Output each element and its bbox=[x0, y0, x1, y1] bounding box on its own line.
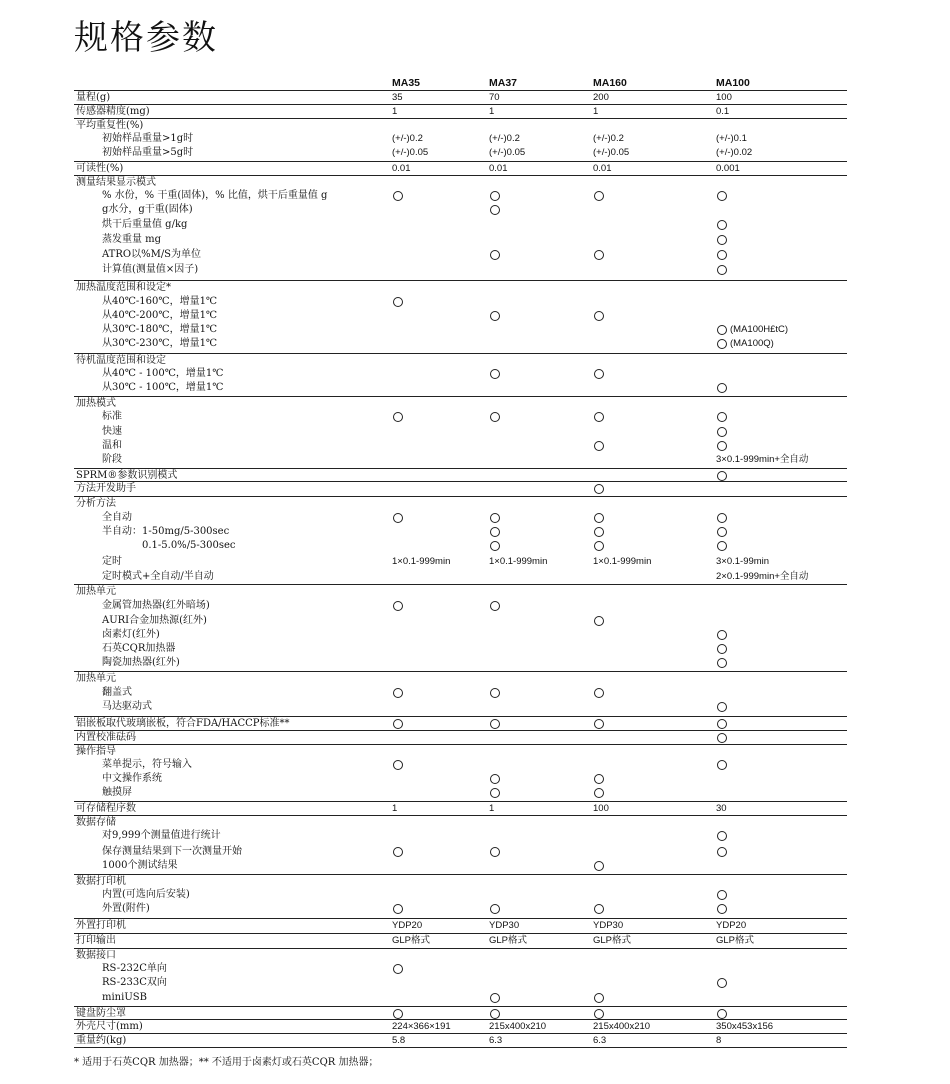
row-label: 翻盖式 bbox=[102, 687, 132, 698]
row-label: 温和 bbox=[102, 440, 122, 451]
table-bottom-rule bbox=[74, 1047, 847, 1048]
cell-value: 6.3 bbox=[489, 1035, 503, 1046]
circle-mark-icon bbox=[393, 964, 403, 974]
circle-mark-icon bbox=[717, 658, 727, 668]
circle-mark-icon bbox=[393, 760, 403, 770]
table-row bbox=[74, 218, 847, 232]
circle-mark-icon bbox=[717, 630, 727, 640]
circle-mark-icon bbox=[594, 688, 604, 698]
row-label: 待机温度范围和设定 bbox=[76, 355, 166, 366]
table-row bbox=[74, 90, 847, 105]
model-header-0: MA35 bbox=[392, 77, 421, 89]
circle-mark-icon bbox=[594, 513, 604, 523]
row-label: 定时模式+全自动/半自动 bbox=[102, 571, 214, 582]
circle-mark-icon bbox=[717, 702, 727, 712]
row-label: 平均重复性(%) bbox=[76, 120, 144, 131]
cell-value: 6.3 bbox=[593, 1035, 607, 1046]
row-label: 陶瓷加热器(红外) bbox=[102, 657, 180, 668]
table-row bbox=[74, 758, 847, 772]
table-row bbox=[74, 584, 847, 599]
table-row bbox=[74, 570, 847, 584]
row-label: 保存测量结果到下一次测量开始 bbox=[102, 846, 242, 857]
circle-mark-icon bbox=[594, 412, 604, 422]
row-label: 内置校准砝码 bbox=[76, 732, 136, 743]
circle-mark-icon bbox=[594, 616, 604, 626]
table-row bbox=[74, 410, 847, 424]
circle-mark-icon bbox=[594, 311, 604, 321]
row-label: 数据接口 bbox=[76, 950, 116, 961]
cell-value: 70 bbox=[489, 92, 500, 103]
table-row bbox=[74, 991, 847, 1005]
table-row bbox=[74, 496, 847, 511]
table-row bbox=[74, 874, 847, 889]
cell-value: 5.8 bbox=[392, 1035, 406, 1046]
circle-mark-icon bbox=[594, 484, 604, 494]
table-row bbox=[74, 453, 847, 467]
row-label: 分析方法 bbox=[76, 498, 116, 509]
cell-value: 100 bbox=[593, 803, 609, 814]
row-label: g水分，g干重(固体) bbox=[102, 204, 193, 215]
circle-mark-icon bbox=[717, 1009, 727, 1019]
circle-mark-icon bbox=[393, 847, 403, 857]
circle-mark-icon bbox=[717, 904, 727, 914]
cell-value: (+/-)0.05 bbox=[489, 147, 526, 158]
circle-mark-icon bbox=[717, 831, 727, 841]
cell-value: 3×0.1-999min+全自动 bbox=[716, 454, 809, 465]
table-row bbox=[74, 962, 847, 976]
table-row bbox=[74, 323, 847, 337]
row-label: 键盘防尘罩 bbox=[76, 1008, 126, 1019]
table-row bbox=[74, 146, 847, 160]
circle-mark-icon bbox=[594, 369, 604, 379]
row-label: SPRM®参数识别模式 bbox=[76, 470, 178, 481]
row-label: 全自动 bbox=[102, 512, 132, 523]
row-label: 标准 bbox=[102, 411, 122, 422]
table-row bbox=[74, 539, 847, 553]
row-label: 操作指导 bbox=[76, 746, 116, 757]
circle-mark-icon bbox=[490, 191, 500, 201]
row-label: 从30℃ - 100℃，增量1℃ bbox=[102, 382, 224, 393]
row-label: 马达驱动式 bbox=[102, 701, 152, 712]
circle-mark-icon bbox=[594, 527, 604, 537]
cell-value: YDP30 bbox=[489, 920, 520, 931]
row-label: 数据存储 bbox=[76, 817, 116, 828]
table-row bbox=[74, 481, 847, 496]
circle-mark-icon bbox=[717, 339, 727, 349]
row-label: 测量结果显示模式 bbox=[76, 177, 156, 188]
cell-value: 2×0.1-999min+全自动 bbox=[716, 571, 809, 582]
table-row bbox=[74, 948, 847, 963]
table-row bbox=[74, 263, 847, 277]
circle-mark-icon bbox=[717, 847, 727, 857]
table-row bbox=[74, 248, 847, 262]
circle-mark-icon bbox=[490, 513, 500, 523]
circle-mark-icon bbox=[717, 541, 727, 551]
cell-value: 8 bbox=[716, 1035, 722, 1046]
row-label: 量程(g) bbox=[76, 92, 111, 103]
circle-mark-icon bbox=[393, 688, 403, 698]
row-label: RS-232C单向 bbox=[102, 963, 167, 974]
circle-mark-icon bbox=[594, 250, 604, 260]
row-label: 快速 bbox=[102, 426, 122, 437]
table-row bbox=[74, 118, 847, 133]
cell-value: 1 bbox=[392, 803, 398, 814]
row-label: 加热温度范围和设定* bbox=[76, 282, 171, 293]
row-label: 可存储程序数 bbox=[76, 803, 136, 814]
table-row bbox=[74, 525, 847, 539]
circle-mark-icon bbox=[594, 904, 604, 914]
cell-value: GLP格式 bbox=[716, 935, 755, 946]
cell-value: 0.1 bbox=[716, 106, 730, 117]
row-label: 从30℃-230℃，增量1℃ bbox=[102, 338, 218, 349]
cell-value: 3×0.1-99min bbox=[716, 556, 770, 567]
circle-mark-icon bbox=[490, 250, 500, 260]
cell-value: (+/-)0.05 bbox=[593, 147, 630, 158]
cell-value: 1 bbox=[489, 803, 495, 814]
row-label: 计算值(测量值×因子) bbox=[102, 264, 199, 275]
table-row bbox=[74, 976, 847, 990]
row-label: 0.1-5.0%/5-300sec bbox=[142, 540, 236, 551]
circle-mark-icon bbox=[490, 527, 500, 537]
table-row bbox=[74, 1019, 847, 1034]
table-row bbox=[74, 716, 847, 731]
circle-mark-icon bbox=[393, 191, 403, 201]
circle-mark-icon bbox=[717, 471, 727, 481]
circle-mark-icon bbox=[717, 527, 727, 537]
row-label: miniUSB bbox=[102, 992, 147, 1003]
cell-value: 200 bbox=[593, 92, 609, 103]
row-label: 卤素灯(红外) bbox=[102, 629, 160, 640]
table-row bbox=[74, 309, 847, 323]
cell-value: 1 bbox=[593, 106, 599, 117]
row-label: 铝嵌板取代玻璃嵌板，符合FDA/HACCP标准** bbox=[76, 718, 290, 729]
circle-mark-icon bbox=[594, 861, 604, 871]
row-label: 方法开发助手 bbox=[76, 483, 136, 494]
table-row bbox=[74, 381, 847, 395]
row-label: 蒸发重量 mg bbox=[102, 234, 162, 245]
circle-mark-icon bbox=[393, 601, 403, 611]
table-row bbox=[74, 902, 847, 916]
circle-mark-icon bbox=[717, 733, 727, 743]
circle-mark-icon bbox=[490, 601, 500, 611]
circle-mark-icon bbox=[717, 719, 727, 729]
table-row bbox=[74, 555, 847, 569]
cell-value: (+/-)0.1 bbox=[716, 133, 747, 144]
table-row bbox=[74, 815, 847, 830]
row-label: 数据打印机 bbox=[76, 876, 126, 887]
footnote: * 适用于石英CQR 加热器；** 不适用于卤素灯或石英CQR 加热器； bbox=[74, 1057, 379, 1068]
cell-value: 224×366×191 bbox=[392, 1021, 451, 1032]
cell-value: YDP20 bbox=[392, 920, 423, 931]
circle-mark-icon bbox=[490, 719, 500, 729]
row-label: 传感器精度(mg) bbox=[76, 106, 150, 117]
circle-mark-icon bbox=[490, 369, 500, 379]
circle-mark-icon bbox=[594, 788, 604, 798]
table-row bbox=[74, 933, 847, 948]
table-row bbox=[74, 671, 847, 686]
table-row bbox=[74, 599, 847, 613]
table-row bbox=[74, 353, 847, 368]
row-label: 外壳尺寸(mm) bbox=[76, 1021, 143, 1032]
table-row bbox=[74, 161, 847, 176]
table-row bbox=[74, 829, 847, 843]
circle-mark-icon bbox=[393, 412, 403, 422]
cell-value: 1×0.1-999min bbox=[489, 556, 548, 567]
table-row bbox=[74, 337, 847, 351]
table-row bbox=[74, 642, 847, 656]
table-row bbox=[74, 614, 847, 628]
cell-value: 0.01 bbox=[392, 163, 411, 174]
circle-mark-icon bbox=[717, 265, 727, 275]
row-label: 烘干后重量值 g/kg bbox=[102, 219, 188, 230]
cell-value: 215x400x210 bbox=[593, 1021, 651, 1032]
table-row bbox=[74, 801, 847, 816]
circle-mark-icon bbox=[717, 325, 727, 335]
circle-mark-icon bbox=[717, 760, 727, 770]
cell-value: 1 bbox=[392, 106, 398, 117]
row-label: 菜单提示，符号输入 bbox=[102, 759, 192, 770]
circle-mark-icon bbox=[717, 191, 727, 201]
table-row bbox=[74, 396, 847, 411]
cell-note: (MA100Q) bbox=[730, 338, 774, 349]
cell-value: (+/-)0.2 bbox=[392, 133, 423, 144]
table-row bbox=[74, 700, 847, 714]
row-label: 定时 bbox=[102, 556, 122, 567]
cell-value: YDP30 bbox=[593, 920, 624, 931]
table-row bbox=[74, 628, 847, 642]
circle-mark-icon bbox=[594, 1009, 604, 1019]
row-label: 外置(附件) bbox=[102, 903, 150, 914]
row-label: AURI合金加热源(红外) bbox=[102, 615, 207, 626]
row-label: % 水份，% 干重(固体)，% 比值，烘干后重量值 g bbox=[102, 190, 328, 201]
cell-value: GLP格式 bbox=[392, 935, 431, 946]
table-row bbox=[74, 132, 847, 146]
table-row bbox=[74, 280, 847, 295]
table-row bbox=[74, 295, 847, 309]
table-row bbox=[74, 367, 847, 381]
circle-mark-icon bbox=[490, 847, 500, 857]
cell-value: 350x453x156 bbox=[716, 1021, 774, 1032]
circle-mark-icon bbox=[490, 774, 500, 784]
table-row bbox=[74, 730, 847, 745]
row-label: 重量约(kg) bbox=[76, 1035, 127, 1046]
cell-value: (+/-)0.2 bbox=[593, 133, 624, 144]
table-row bbox=[74, 744, 847, 759]
table-row bbox=[74, 104, 847, 119]
circle-mark-icon bbox=[717, 383, 727, 393]
cell-note: (MA100H£tC) bbox=[730, 324, 789, 335]
circle-mark-icon bbox=[717, 644, 727, 654]
row-label: 初始样品重量>5g时 bbox=[102, 147, 194, 158]
circle-mark-icon bbox=[490, 993, 500, 1003]
table-row bbox=[74, 686, 847, 700]
circle-mark-icon bbox=[490, 412, 500, 422]
table-row bbox=[74, 203, 847, 217]
cell-value: 0.01 bbox=[593, 163, 612, 174]
row-label: 1000个测试结果 bbox=[102, 860, 178, 871]
circle-mark-icon bbox=[717, 235, 727, 245]
row-label: 内置(可选向后安装) bbox=[102, 889, 190, 900]
row-label: ATRO以%M/S为单位 bbox=[102, 249, 202, 260]
cell-value: 30 bbox=[716, 803, 727, 814]
row-label: 从40℃ - 100℃，增量1℃ bbox=[102, 368, 224, 379]
row-label: 触摸屏 bbox=[102, 787, 132, 798]
table-row bbox=[74, 233, 847, 247]
table-row bbox=[74, 189, 847, 203]
circle-mark-icon bbox=[490, 541, 500, 551]
model-header-2: MA160 bbox=[593, 77, 627, 89]
cell-value: 35 bbox=[392, 92, 403, 103]
circle-mark-icon bbox=[717, 427, 727, 437]
circle-mark-icon bbox=[393, 904, 403, 914]
circle-mark-icon bbox=[490, 788, 500, 798]
circle-mark-icon bbox=[594, 774, 604, 784]
cell-value: 0.01 bbox=[489, 163, 508, 174]
circle-mark-icon bbox=[594, 191, 604, 201]
row-label: 从30℃-180℃，增量1℃ bbox=[102, 324, 218, 335]
row-label: 石英CQR加热器 bbox=[102, 643, 176, 654]
table-row bbox=[74, 888, 847, 902]
circle-mark-icon bbox=[717, 978, 727, 988]
cell-value: (+/-)0.05 bbox=[392, 147, 429, 158]
circle-mark-icon bbox=[393, 1009, 403, 1019]
row-label: 外置打印机 bbox=[76, 920, 126, 931]
circle-mark-icon bbox=[594, 993, 604, 1003]
circle-mark-icon bbox=[393, 297, 403, 307]
row-label: 可读性(%) bbox=[76, 163, 124, 174]
circle-mark-icon bbox=[490, 688, 500, 698]
table-row bbox=[74, 845, 847, 859]
row-label: 打印输出 bbox=[76, 935, 116, 946]
circle-mark-icon bbox=[717, 412, 727, 422]
cell-value: 1 bbox=[489, 106, 495, 117]
cell-value: 1×0.1-999min bbox=[593, 556, 652, 567]
table-row bbox=[74, 786, 847, 800]
circle-mark-icon bbox=[490, 205, 500, 215]
row-label: 加热单元 bbox=[76, 586, 116, 597]
row-label: 对9,999个测量值进行统计 bbox=[102, 830, 221, 841]
circle-mark-icon bbox=[393, 719, 403, 729]
page-title: 规格参数 bbox=[74, 18, 218, 58]
table-row bbox=[74, 511, 847, 525]
table-row bbox=[74, 175, 847, 190]
row-label: RS-233C双向 bbox=[102, 977, 167, 988]
cell-value: (+/-)0.2 bbox=[489, 133, 520, 144]
circle-mark-icon bbox=[717, 513, 727, 523]
circle-mark-icon bbox=[594, 541, 604, 551]
circle-mark-icon bbox=[490, 904, 500, 914]
row-label: 阶段 bbox=[102, 454, 122, 465]
circle-mark-icon bbox=[594, 441, 604, 451]
cell-value: (+/-)0.02 bbox=[716, 147, 753, 158]
cell-value: YDP20 bbox=[716, 920, 747, 931]
row-label: 从40℃-200℃，增量1℃ bbox=[102, 310, 218, 321]
table-row bbox=[74, 772, 847, 786]
circle-mark-icon bbox=[717, 441, 727, 451]
table-row bbox=[74, 918, 847, 933]
row-label: 金属管加热器(红外暗场) bbox=[102, 600, 210, 611]
circle-mark-icon bbox=[717, 220, 727, 230]
model-header-3: MA100 bbox=[716, 77, 750, 89]
row-label: 加热模式 bbox=[76, 398, 116, 409]
circle-mark-icon bbox=[393, 513, 403, 523]
circle-mark-icon bbox=[717, 890, 727, 900]
cell-value: 100 bbox=[716, 92, 732, 103]
model-header-1: MA37 bbox=[489, 77, 518, 89]
circle-mark-icon bbox=[490, 311, 500, 321]
row-label: 半自动：1-50mg/5-300sec bbox=[102, 526, 230, 537]
cell-value: GLP格式 bbox=[489, 935, 528, 946]
table-row bbox=[74, 656, 847, 670]
row-label: 从40℃-160℃，增量1℃ bbox=[102, 296, 218, 307]
circle-mark-icon bbox=[490, 1009, 500, 1019]
table-row bbox=[74, 425, 847, 439]
cell-value: 1×0.1-999min bbox=[392, 556, 451, 567]
row-label: 初始样品重量>1g时 bbox=[102, 133, 194, 144]
table-row bbox=[74, 859, 847, 873]
cell-value: 215x400x210 bbox=[489, 1021, 547, 1032]
circle-mark-icon bbox=[594, 719, 604, 729]
cell-value: 0.001 bbox=[716, 163, 740, 174]
row-label: 加热单元 bbox=[76, 673, 116, 684]
circle-mark-icon bbox=[717, 250, 727, 260]
cell-value: GLP格式 bbox=[593, 935, 632, 946]
row-label: 中文操作系统 bbox=[102, 773, 162, 784]
table-row bbox=[74, 1033, 847, 1048]
table-row bbox=[74, 439, 847, 453]
